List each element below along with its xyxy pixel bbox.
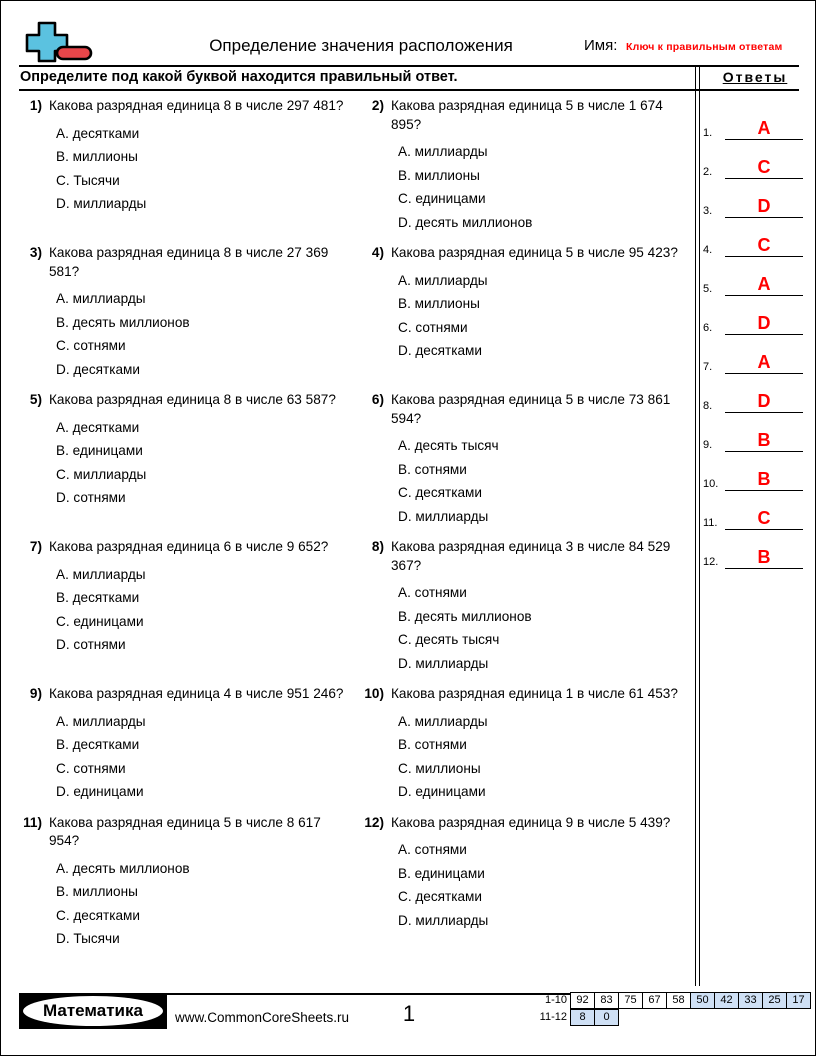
choice-option[interactable]: C. сотнями <box>56 338 126 353</box>
choice-option[interactable]: B. десять миллионов <box>398 608 532 624</box>
answer-row <box>703 452 803 491</box>
question-item <box>19 244 357 391</box>
answer-value[interactable]: C <box>725 158 803 179</box>
answer-index: 9. <box>703 439 713 451</box>
questions-area <box>19 97 695 961</box>
score-cell: 25 <box>762 992 787 1009</box>
score-cell: 83 <box>594 992 619 1009</box>
answer-row <box>703 296 803 335</box>
question-number: 11) <box>23 814 42 830</box>
score-cell: 42 <box>714 992 739 1009</box>
question-block <box>19 391 351 510</box>
page-title: Определение значения расположения <box>209 36 513 55</box>
vertical-divider <box>695 65 700 986</box>
question-head <box>19 814 351 851</box>
choice-option[interactable]: B. единицами <box>398 865 485 881</box>
choice-option[interactable]: C. миллиарды <box>56 466 147 482</box>
score-cell: 58 <box>666 992 691 1009</box>
question-text: Какова разрядная единица 8 в числе 297 481? <box>49 98 344 113</box>
choice-option[interactable]: C. десятками <box>56 907 140 923</box>
answer-value[interactable]: B <box>725 548 803 569</box>
question-head <box>361 97 689 134</box>
question-text: Какова разрядная единица 5 в числе 95 423? <box>391 245 678 260</box>
score-grid <box>531 992 811 1026</box>
answer-row <box>703 413 803 452</box>
choice-list <box>19 710 351 804</box>
choice-option[interactable]: C. единицами <box>56 613 144 629</box>
question-block <box>361 814 689 933</box>
choice-option[interactable]: D. сотнями <box>56 490 126 505</box>
question-item <box>357 97 695 244</box>
choice-list <box>19 287 351 381</box>
score-cell: 0 <box>594 1009 619 1026</box>
question-number: 1) <box>29 98 42 113</box>
choice-option[interactable]: B. миллионы <box>398 167 480 183</box>
choice-list <box>361 434 689 528</box>
instruction-divider <box>19 89 799 91</box>
answer-row <box>703 140 803 179</box>
question-row <box>19 244 695 391</box>
choice-option[interactable]: C. десятками <box>398 889 482 904</box>
question-number: 12) <box>364 814 384 830</box>
answer-index: 10. <box>703 478 719 490</box>
choice-option[interactable]: C. миллионы <box>398 760 481 776</box>
question-number: 5) <box>29 392 42 407</box>
question-number: 2) <box>371 98 384 113</box>
question-block <box>361 97 689 234</box>
choice-option[interactable]: D. десять миллионов <box>398 214 533 230</box>
question-head <box>19 97 351 116</box>
answer-index: 12. <box>703 556 719 568</box>
answer-value[interactable]: A <box>725 353 803 374</box>
choice-option[interactable]: C. десятками <box>398 485 482 500</box>
question-head <box>361 538 689 575</box>
choice-option[interactable]: D. единицами <box>398 784 486 799</box>
answer-index: 6. <box>703 322 713 334</box>
choice-option[interactable]: A. миллиарды <box>398 272 488 288</box>
choice-option[interactable]: B. сотнями <box>398 737 467 752</box>
choice-option[interactable]: A. десять тысяч <box>398 438 499 453</box>
choice-list <box>361 269 689 363</box>
question-number: 10) <box>364 686 384 701</box>
choice-option[interactable]: D. Тысячи <box>56 931 120 946</box>
answer-value[interactable]: A <box>725 119 803 140</box>
question-block <box>361 685 689 804</box>
question-text: Какова разрядная единица 5 в числе 8 617 954? <box>49 814 321 848</box>
question-row <box>19 538 695 685</box>
question-row <box>19 814 695 961</box>
question-text: Какова разрядная единица 1 в числе 61 453? <box>391 686 678 701</box>
answer-index: 3. <box>703 205 713 217</box>
question-block <box>19 814 351 951</box>
question-head <box>361 244 689 263</box>
choice-option[interactable]: A. миллиарды <box>56 566 146 582</box>
question-block <box>19 244 351 381</box>
answer-value[interactable]: D <box>725 197 803 218</box>
question-block <box>19 538 351 657</box>
question-text: Какова разрядная единица 4 в числе 951 246? <box>49 686 344 701</box>
choice-option[interactable]: B. миллионы <box>398 296 480 311</box>
question-text: Какова разрядная единица 8 в числе 27 369 581? <box>49 245 329 279</box>
choice-list <box>361 710 689 804</box>
header-divider <box>19 65 799 67</box>
question-item <box>19 391 357 538</box>
score-cell: 75 <box>618 992 643 1009</box>
answer-index: 8. <box>703 400 713 412</box>
name-label: Имя: <box>584 37 618 54</box>
question-block <box>361 391 689 528</box>
score-cell: 17 <box>786 992 811 1009</box>
choice-option[interactable]: C. десять тысяч <box>398 632 500 647</box>
choice-option[interactable]: D. сотнями <box>56 637 126 652</box>
question-text: Какова разрядная единица 5 в числе 1 674 895? <box>391 98 663 132</box>
question-item <box>19 814 357 961</box>
choice-option[interactable]: A. десятками <box>56 419 140 435</box>
score-cell: 33 <box>738 992 763 1009</box>
answer-value[interactable]: A <box>725 275 803 296</box>
question-block <box>19 685 351 804</box>
choice-option[interactable]: B. десятками <box>56 590 140 605</box>
answer-index: 2. <box>703 166 713 178</box>
choice-option[interactable]: D. десятками <box>398 343 482 358</box>
choice-option[interactable]: B. десятками <box>56 737 140 752</box>
question-head <box>361 391 689 428</box>
choice-list <box>361 838 689 932</box>
page-number: 1 <box>402 1001 416 1026</box>
question-head <box>19 685 351 704</box>
answer-row <box>703 335 803 374</box>
choice-option[interactable]: B. сотнями <box>398 461 467 477</box>
choice-option[interactable]: B. единицами <box>56 443 143 458</box>
page-header <box>1 1 815 63</box>
choice-option[interactable]: D. миллиарды <box>56 196 147 211</box>
answers-list <box>703 101 803 569</box>
question-head <box>19 538 351 557</box>
question-number: 6) <box>371 392 384 407</box>
answer-row <box>703 491 803 530</box>
choice-option[interactable]: B. миллионы <box>56 884 138 899</box>
answer-row <box>703 101 803 140</box>
question-item <box>357 244 695 391</box>
answer-index: 7. <box>703 361 713 373</box>
score-range-label: 11-12 <box>539 1011 567 1023</box>
answer-value[interactable]: C <box>725 509 803 530</box>
choice-option[interactable]: B. миллионы <box>56 149 138 164</box>
score-row <box>531 1009 811 1026</box>
answer-value[interactable]: C <box>725 236 803 257</box>
choice-option[interactable]: A. сотнями <box>398 585 467 600</box>
score-range-label: 1-10 <box>544 994 567 1006</box>
score-cell: 92 <box>570 992 595 1009</box>
question-number: 9) <box>29 686 42 701</box>
choice-option[interactable]: D. единицами <box>56 784 144 799</box>
answer-index: 11. <box>703 517 718 529</box>
choice-option[interactable]: A. миллиарды <box>398 144 488 159</box>
choice-list <box>361 140 689 234</box>
question-row <box>19 97 695 244</box>
question-number: 3) <box>29 245 42 260</box>
question-head <box>19 391 351 410</box>
question-row <box>19 391 695 538</box>
choice-option[interactable]: A. десять миллионов <box>56 860 190 876</box>
question-head <box>361 814 689 833</box>
score-row <box>531 992 811 1009</box>
score-cell: 67 <box>642 992 667 1009</box>
question-block <box>19 97 351 216</box>
question-block <box>361 538 689 675</box>
plus-minus-logo-icon <box>19 19 105 63</box>
answer-key-badge: Ключ к правильным ответам <box>626 41 783 53</box>
choice-list <box>19 857 351 951</box>
question-head <box>361 685 689 704</box>
score-cell: 8 <box>570 1009 595 1026</box>
choice-option[interactable]: D. миллиарды <box>398 655 489 671</box>
answers-panel <box>703 69 803 569</box>
choice-list <box>19 122 351 216</box>
choice-option[interactable]: C. единицами <box>398 191 486 206</box>
choice-option[interactable]: A. сотнями <box>398 842 467 857</box>
question-item <box>357 391 695 538</box>
answer-value[interactable]: D <box>725 392 803 413</box>
choice-option[interactable]: C. Тысячи <box>56 172 120 188</box>
brand-label: Математика <box>23 996 163 1026</box>
choice-list <box>19 416 351 510</box>
question-text: Какова разрядная единица 5 в числе 73 861 594? <box>391 392 671 426</box>
choice-option[interactable]: C. сотнями <box>56 760 126 776</box>
choice-option[interactable]: A. миллиарды <box>398 713 488 729</box>
answers-title: Ответы <box>722 69 788 85</box>
choice-option[interactable]: B. десять миллионов <box>56 314 190 330</box>
answer-index: 1. <box>703 127 713 139</box>
answer-row <box>703 374 803 413</box>
question-item <box>19 97 357 244</box>
choice-list <box>361 581 689 675</box>
question-number: 4) <box>371 245 384 260</box>
answer-row <box>703 257 803 296</box>
question-item <box>357 538 695 685</box>
answer-value[interactable]: B <box>725 431 803 452</box>
choice-option[interactable]: A. миллиарды <box>56 291 146 306</box>
question-block <box>361 244 689 363</box>
question-item <box>19 538 357 685</box>
question-item <box>357 814 695 961</box>
question-number: 7) <box>29 539 42 554</box>
score-cell: 50 <box>690 992 715 1009</box>
choice-option[interactable]: C. сотнями <box>398 319 468 335</box>
answer-row <box>703 179 803 218</box>
question-text: Какова разрядная единица 3 в числе 84 529 367? <box>391 539 671 573</box>
choice-option[interactable]: D. миллиарды <box>398 508 489 524</box>
question-head <box>19 244 351 281</box>
answer-value[interactable]: B <box>725 470 803 491</box>
choice-option[interactable]: D. десятками <box>56 361 140 377</box>
site-url: www.CommonCoreSheets.ru <box>175 1010 350 1025</box>
answer-row <box>703 530 803 569</box>
choice-option[interactable]: A. десятками <box>56 125 140 141</box>
choice-option[interactable]: D. миллиарды <box>398 912 489 928</box>
question-item <box>19 685 357 814</box>
answer-row <box>703 218 803 257</box>
choice-list <box>19 563 351 657</box>
choice-option[interactable]: A. миллиарды <box>56 713 146 729</box>
answer-index: 4. <box>703 244 713 256</box>
question-item <box>357 685 695 814</box>
question-row <box>19 685 695 814</box>
question-text: Какова разрядная единица 8 в числе 63 587? <box>49 392 336 407</box>
question-text: Какова разрядная единица 6 в числе 9 652? <box>49 539 329 554</box>
instruction-text: Определите под какой буквой находится правильный ответ. <box>20 69 458 85</box>
question-text: Какова разрядная единица 9 в числе 5 439? <box>391 814 671 830</box>
answer-value[interactable]: D <box>725 314 803 335</box>
answer-index: 5. <box>703 283 713 295</box>
question-number: 8) <box>371 539 384 554</box>
